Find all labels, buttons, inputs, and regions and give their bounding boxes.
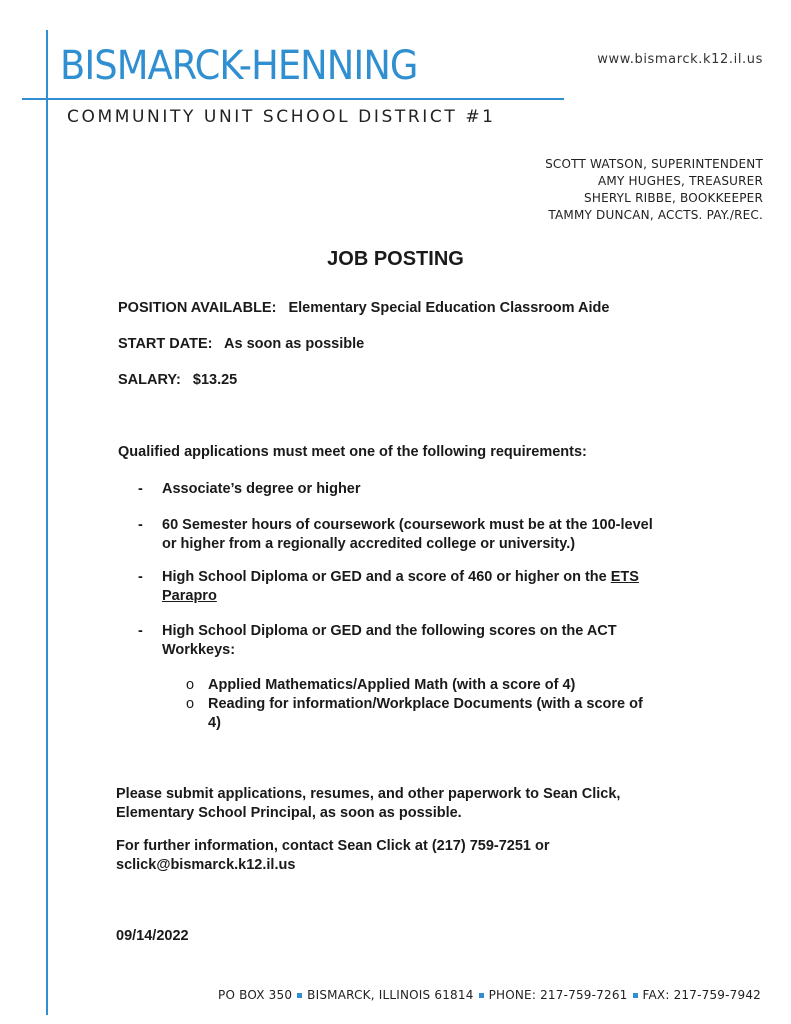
sub-requirement-text: Applied Mathematics/Applied Math (with a score of 4) [208,677,576,693]
dash-marker: - [138,517,143,533]
circle-bullet-icon: o [186,677,195,693]
dash-marker: - [138,481,143,497]
staff-treasurer: AMY HUGHES, TREASURER [598,174,763,188]
staff-bookkeeper: SHERYL RIBBE, BOOKKEEPER [584,191,763,205]
staff-list [545,156,763,224]
footer-city: BISMARCK, ILLINOIS 61814 [307,988,474,1002]
district-logo: BISMARCK-HENNING [60,43,418,89]
requirement-text: 60 Semester hours of coursework (coursework must be at the 100-level or higher from a regionally accredited college or university.) [162,517,653,552]
salary-label: SALARY: [118,372,181,388]
position-field [118,300,609,316]
contact-info: For further information, contact Sean Click at (217) 759-7251 or sclick@bismarck.k12.il.us [116,838,550,873]
salary-field [118,372,237,388]
submit-instructions: Please submit applications, resumes, and other paperwork to Sean Click, Elementary School Principal, as soon as possible. [116,786,621,821]
position-value: Elementary Special Education Classroom Aide [288,300,610,316]
requirement-item [138,568,662,606]
footer-fax: FAX: 217-759-7942 [642,988,761,1002]
start-date-field [118,336,364,352]
letterhead-vertical-rule [46,30,48,1015]
letterhead-horizontal-rule [22,98,564,100]
sub-requirement-item [186,695,658,733]
requirement-text-main: High School Diploma or GED and a score of 460 or higher on the [162,569,607,585]
requirement-item [138,516,662,554]
dash-marker: - [138,623,143,639]
footer-po-box: PO BOX 350 [218,988,293,1002]
position-label: POSITION AVAILABLE: [118,300,277,316]
district-website: www.bismarck.k12.il.us [597,52,763,67]
staff-accounts: TAMMY DUNCAN, ACCTS. PAY./REC. [548,208,763,222]
footer-address [218,988,761,1002]
staff-superintendent: SCOTT WATSON, SUPERINTENDENT [545,157,763,171]
start-date-label: START DATE: [118,336,213,352]
sub-requirement-text: Reading for information/Workplace Documents (with a score of 4) [208,696,643,731]
requirement-item [138,480,662,499]
start-date-value: As soon as possible [224,336,365,352]
requirement-text: High School Diploma or GED and the following scores on the ACT Workkeys: [162,623,617,658]
salary-value: $13.25 [192,372,238,388]
square-bullet-icon [297,993,302,998]
requirement-text: Associate’s degree or higher [162,481,361,497]
requirement-item [138,622,662,660]
page-title: JOB POSTING [327,248,464,270]
district-name: COMMUNITY UNIT SCHOOL DISTRICT #1 [67,107,496,127]
square-bullet-icon [479,993,484,998]
posting-date: 09/14/2022 [116,928,189,944]
square-bullet-icon [633,993,638,998]
requirements-intro: Qualified applications must meet one of the following requirements: [118,444,587,460]
sub-requirement-item [186,676,658,695]
circle-bullet-icon: o [186,696,195,712]
ets-parapro-link[interactable]: ETS Parapro [162,569,639,604]
dash-marker: - [138,569,143,585]
footer-phone: PHONE: 217-759-7261 [488,988,628,1002]
requirement-text [162,568,662,606]
